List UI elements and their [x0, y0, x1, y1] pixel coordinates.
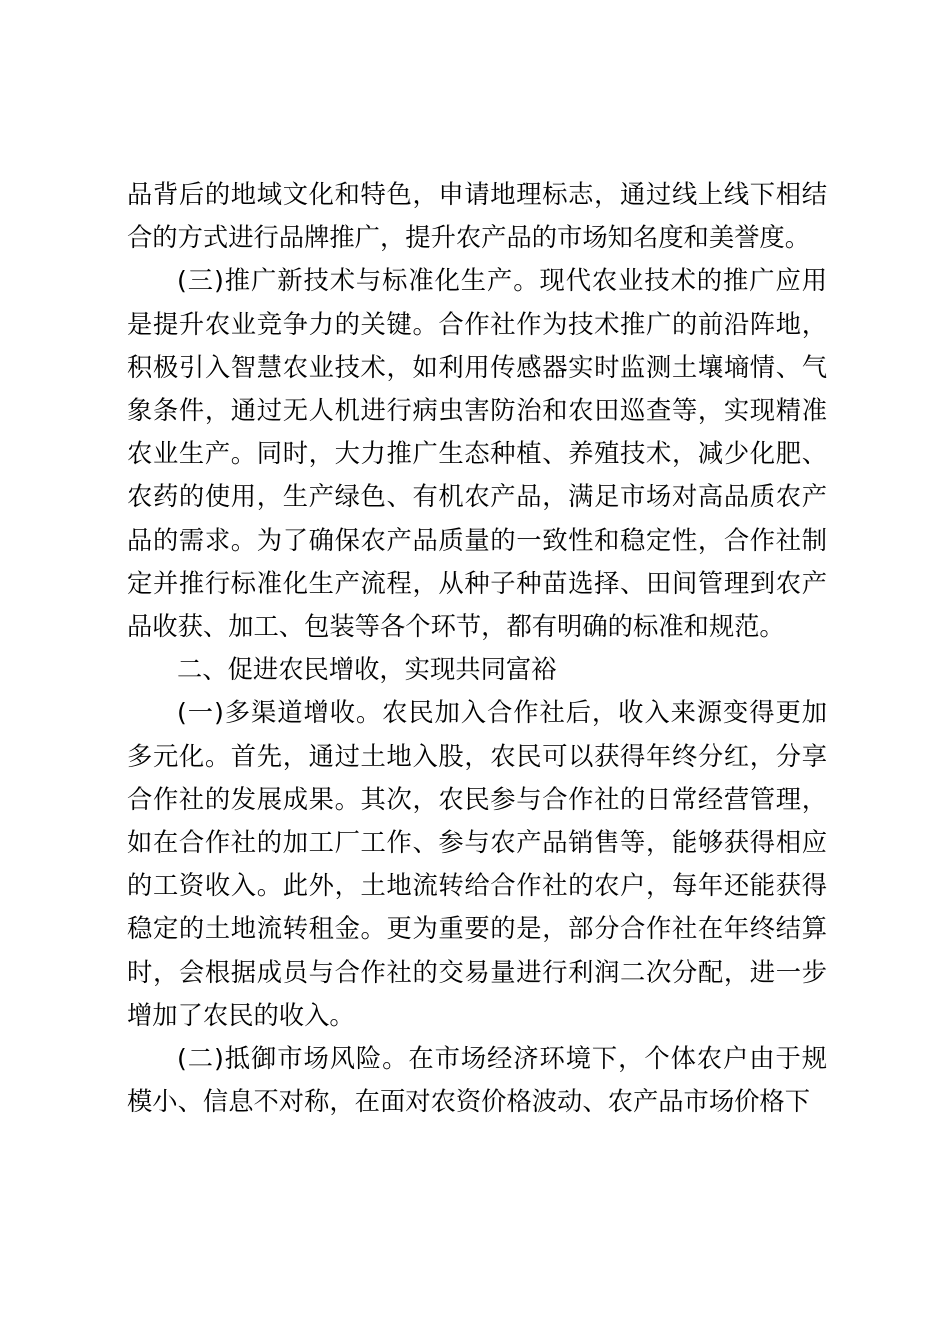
paragraph-multi-channel-income: (一)多渠道增收。农民加入合作社后，收入来源变得更加多元化。首先，通过土地入股，农民可以获得年终分红，分享合作社的发展成果。其次，农民参与合作社的日常经营管理，如在合作社的加工厂工作、参与农产品销售等，能够获得相应的工资收入。此外，土地流转给合作社的农户，每年还能获得稳定的土地流转租金。更为重要的是，部分合作社在年终结算时，会根据成员与合作社的交易量进行利润二次分配，进一步增加了农民的收入。	[127, 698, 827, 1030]
section-heading-farmer-income: 二、促进农民增收，实现共同富裕	[177, 655, 557, 685]
document-body	[127, 173, 827, 1123]
paragraph-continuation: 品背后的地域文化和特色，申请地理标志，通过线上线下相结合的方式进行品牌推广，提升农产品的市场知名度和美誉度。	[127, 180, 827, 253]
paragraph-market-risk: (二)抵御市场风险。在市场经济环境下，个体农户由于规模小、信息不对称，在面对农资价格波动、农产品市场价格下	[127, 1044, 827, 1117]
paragraph-new-technology: (三)推广新技术与标准化生产。现代农业技术的推广应用是提升农业竞争力的关键。合作社作为技术推广的前沿阵地，积极引入智慧农业技术，如利用传感器实时监测土壤墒情、气象条件，通过无人机进行病虫害防治和农田巡查等，实现精准农业生产。同时，大力推广生态种植、养殖技术，减少化肥、农药的使用，生产绿色、有机农产品，满足市场对高品质农产品的需求。为了确保农产品质量的一致性和稳定性，合作社制定并推行标准化生产流程，从种子种苗选择、田间管理到农产品收获、加工、包装等各个环节，都有明确的标准和规范。	[127, 266, 827, 642]
